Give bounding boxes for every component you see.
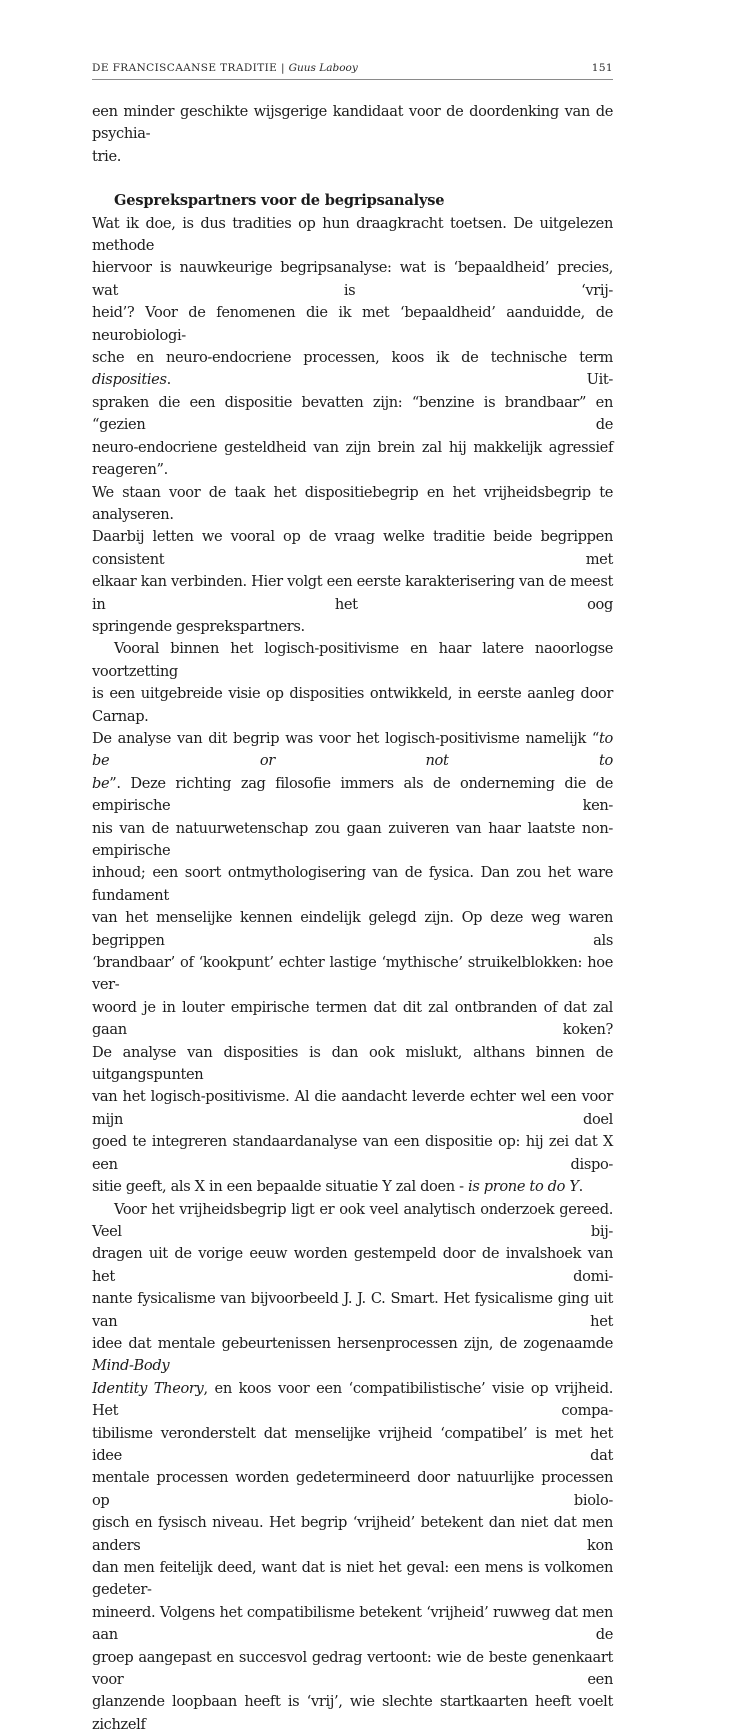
text-line: van het logisch-positivisme. Al die aandacht leverde echter wel een voor mijn doel bbox=[92, 1086, 613, 1131]
text-line: De analyse van disposities is dan ook mislukt, althans binnen de uitgangspunten bbox=[92, 1042, 613, 1087]
text-line: Voor het vrijheidsbegrip ligt er ook veel analytisch onderzoek gereed. Veel bij- bbox=[92, 1199, 613, 1244]
text-line: neuro-endocriene gesteldheid van zijn brein zal hij makkelijk agressief reageren”. bbox=[92, 437, 613, 482]
header-separator: | bbox=[277, 62, 288, 74]
paragraph-1 bbox=[92, 213, 613, 639]
text-line: tibilisme veronderstelt dat menselijke vrijheid ‘compatibel’ is met het idee dat bbox=[92, 1423, 613, 1468]
text-line: heid’? Voor de fenomenen die ik met ‘bepaaldheid’ aanduidde, de neurobiologi- bbox=[92, 302, 613, 347]
text-run: sche en neuro-endocriene processen, koos ik de technische term bbox=[92, 349, 613, 366]
header-rule bbox=[92, 79, 613, 80]
text-run: idee dat mentale gebeurtenissen hersenprocessen zijn, de zogenaamde bbox=[92, 1335, 613, 1352]
text-line: mentale processen worden gedetermineerd door natuurlijke processen op biolo- bbox=[92, 1467, 613, 1512]
italic-term: Mind-Body bbox=[92, 1357, 169, 1374]
text-run: . Uit- bbox=[167, 371, 613, 388]
text-run: sitie geeft, als X in een bepaalde situatie Y zal doen - bbox=[92, 1178, 468, 1195]
running-header bbox=[92, 62, 613, 78]
italic-quote: to be or not to bbox=[92, 730, 613, 769]
section-heading: Gesprekspartners voor de begripsanalyse bbox=[92, 190, 613, 212]
text-line: elkaar kan verbinden. Hier volgt een eerste karakterisering van de meest in het oog bbox=[92, 571, 613, 616]
text-line: een minder geschikte wijsgerige kandidaat voor de doordenking van de psychia- bbox=[92, 101, 613, 146]
text-line: nis van de natuurwetenschap zou gaan zuiveren van haar laatste non-empirische bbox=[92, 818, 613, 863]
italic-quote: be bbox=[92, 775, 109, 792]
text-line: gisch en fysisch niveau. Het begrip ‘vrijheid’ betekent dan niet dat men anders kon bbox=[92, 1512, 613, 1557]
text-line: ‘brandbaar’ of ‘kookpunt’ echter lastige ‘mythische’ struikelblokken: hoe ver- bbox=[92, 952, 613, 997]
text-line: is een uitgebreide visie op disposities ontwikkeld, in eerste aanleg door Carnap. bbox=[92, 683, 613, 728]
text-line bbox=[92, 1378, 613, 1423]
text-line: spraken die een dispositie bevatten zijn: “benzine is brandbaar” en “gezien de bbox=[92, 392, 613, 437]
text-run: , en koos voor een ‘compatibilistische’ visie op vrijheid. Het compa- bbox=[92, 1380, 613, 1419]
text-line: springende gesprekspartners. bbox=[92, 616, 613, 638]
text-run: ”. Deze richting zag filosofie immers als de onderneming die de empirische ken- bbox=[92, 775, 613, 814]
section-gap bbox=[92, 168, 613, 190]
paragraph-3 bbox=[92, 1199, 613, 1736]
text-line: groep aangepast en succesvol gedrag vertoont: wie de beste genenkaart voor een bbox=[92, 1647, 613, 1692]
body-text bbox=[92, 101, 613, 1736]
text-line: dan men feitelijk deed, want dat is niet het geval: een mens is volkomen gedeter- bbox=[92, 1557, 613, 1602]
text-line: Daarbij letten we vooral op de vraag welke traditie beide begrippen consistent met bbox=[92, 526, 613, 571]
text-line bbox=[92, 347, 613, 392]
author-name: Guus Labooy bbox=[289, 62, 358, 74]
text-line: woord je in louter empirische termen dat dit zal ontbranden of dat zal gaan koken? bbox=[92, 997, 613, 1042]
italic-term: Identity Theory bbox=[92, 1380, 203, 1397]
text-line bbox=[92, 728, 613, 773]
paragraph-2 bbox=[92, 638, 613, 1198]
text-line: We staan voor de taak het dispositiebegrip en het vrijheidsbegrip te analyseren. bbox=[92, 482, 613, 527]
text-line: nante fysicalisme van bijvoorbeeld J. J. C. Smart. Het fysicalisme ging uit van het bbox=[92, 1288, 613, 1333]
text-run: . bbox=[579, 1178, 583, 1195]
text-line: trie. bbox=[92, 146, 613, 168]
text-line: van het menselijke kennen eindelijk gelegd zijn. Op deze weg waren begrippen als bbox=[92, 907, 613, 952]
paragraph-continued bbox=[92, 101, 613, 168]
text-line: glanzende loopbaan heeft is ‘vrij’, wie slechte startkaarten heeft voelt zichzelf bbox=[92, 1691, 613, 1736]
text-line: inhoud; een soort ontmythologisering van de fysica. Dan zou het ware fundament bbox=[92, 862, 613, 907]
text-line bbox=[92, 1333, 613, 1378]
page-number: 151 bbox=[592, 62, 613, 74]
text-line: Wat ik doe, is dus tradities op hun draagkracht toetsen. De uitgelezen methode bbox=[92, 213, 613, 258]
text-line bbox=[92, 773, 613, 818]
text-line: Vooral binnen het logisch-positivisme en haar latere naoorlogse voortzetting bbox=[92, 638, 613, 683]
running-title bbox=[92, 62, 358, 74]
text-line: goed te integreren standaardanalyse van een dispositie op: hij zei dat X een dispo- bbox=[92, 1131, 613, 1176]
text-line bbox=[92, 1176, 613, 1198]
text-line: dragen uit de vorige eeuw worden gestempeld door de invalshoek van het domi- bbox=[92, 1243, 613, 1288]
italic-phrase: is prone to do Y bbox=[468, 1178, 579, 1195]
text-line: hiervoor is nauwkeurige begripsanalyse: wat is ‘bepaaldheid’ precies, wat is ‘vrij- bbox=[92, 257, 613, 302]
text-run: De analyse van dit begrip was voor het logisch-positivisme namelijk “ bbox=[92, 730, 599, 747]
running-title-text: DE FRANCISCAANSE TRADITIE bbox=[92, 62, 277, 74]
italic-term: disposities bbox=[92, 371, 167, 388]
text-line: mineerd. Volgens het compatibilisme betekent ‘vrijheid’ ruwweg dat men aan de bbox=[92, 1602, 613, 1647]
